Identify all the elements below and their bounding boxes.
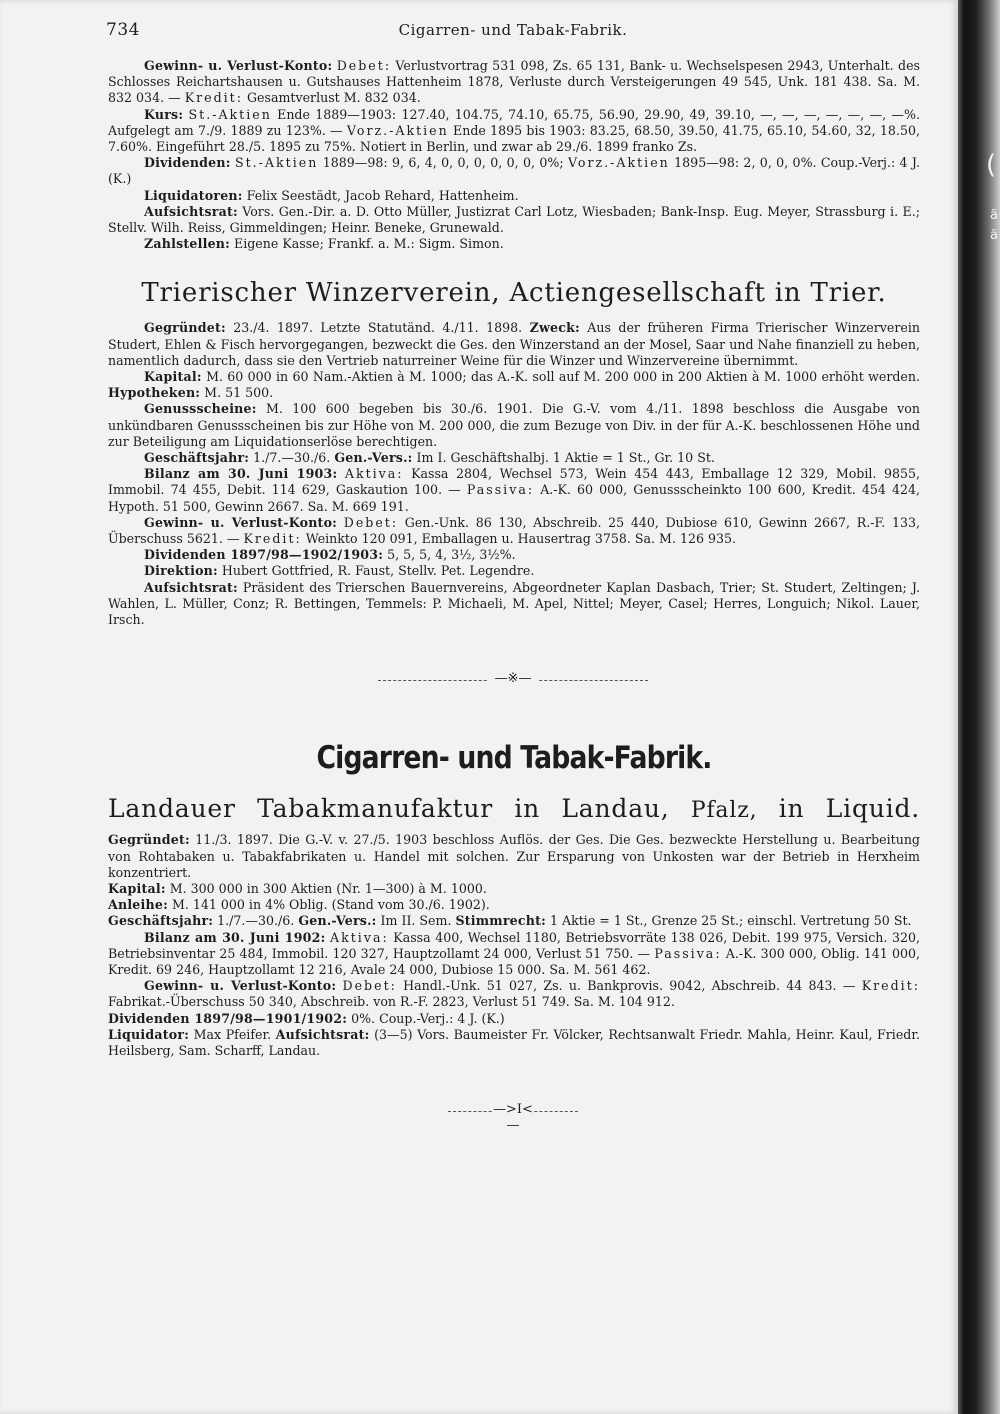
entry-landauer-tabakmanufaktur [108, 832, 920, 1059]
dividenden-paragraph: Dividenden: St.-Aktien 1889—98: 9, 6, 4, 0, 0, 0, 0, 0, 0, 0%; Vorz.-Aktien 1895—98: 2, 0, 0, 0%. Coup.-Verj.: 4 J. (K.) [108, 155, 921, 187]
edge-mark: ( [986, 150, 997, 180]
gegruendet-paragraph: Gegründet: 23./4. 1897. Letzte Statutänd. 4./11. 1898. Zweck: Aus der früheren Firma Trierischer Winzerverein Studert, Ehlen & Fisch hervorgegangen, bezweckt die Ges. den Winzerstand an der Mosel, Saar und Nahe finanziell zu heben, namentlich dadurch, dass sie den Vertrieb naturreiner Weine für die Winzer und Winzervereine übernimmt. [108, 320, 920, 368]
section-title: Cigarren- und Tabak-Fabrik. [316, 740, 712, 777]
kapital-paragraph: Kapital: M. 300 000 in 300 Aktien (Nr. 1—300) à M. 1000. [108, 880, 487, 896]
dividenden-paragraph: Dividenden 1897/98—1901/1902: 0%. Coup.-Verj.: 4 J. (K.) [108, 1010, 505, 1026]
entry-continued [108, 58, 920, 252]
ornament-divider [108, 670, 920, 690]
direktion-paragraph: Direktion: Hubert Gottfried, R. Faust, Stellv. Pet. Legendre. [144, 563, 535, 579]
anleihe-paragraph: Anleihe: M. 141 000 in 4% Oblig. (Stand vom 30./6. 1902). [108, 897, 490, 913]
bilanz-paragraph: Bilanz am 30. Juni 1903: Aktiva: Kassa 2804, Wechsel 573, Wein 454 443, Emballage 12 329, Mobil. 9855, Immobil. 74 455, Debit. 114 629, Gaskaution 100. — Passiva: A.-K. 60 000, Genussscheinkto 100 600, Kredit. 454 424, Hypoth. 51 500, Gewinn 2667. Sa. M. 669 191. [108, 466, 921, 514]
aufsichtsrat-paragraph: Aufsichtsrat: Präsident des Trierschen Bauernvereins, Abgeordneter Kaplan Dasbach, Trier; St. Studert, Zeltingen; J. Wahlen, L. Müller, Conz; R. Bettingen, Temmels: P. Michaeli, M. Apel, Nittel; Meyer, Casel; Herres, Longuich; Nikol. Lauer, Irsch. [108, 579, 920, 628]
ornament-icon: —※— [488, 671, 538, 689]
liquidator-paragraph: Liquidator: Max Pfeifer. Aufsichtsrat: (3—5) Vors. Baumeister Fr. Völcker, Rechtsanwalt Friedr. Mahla, Heinr. Kaul, Friedr. Heilsberg, Sam. Scharff, Landau. [108, 1026, 920, 1058]
edge-mark: ä [990, 228, 998, 243]
kapital-paragraph: Kapital: M. 60 000 in 60 Nam.-Aktien à M. 1000; das A.-K. soll auf M. 200 000 in 200 Aktien à M. 1000 erhöht werden. Hypotheken: M. 51 500. [108, 369, 920, 401]
gegruendet-paragraph: Gegründet: 11./3. 1897. Die G.-V. v. 27./5. 1903 beschloss Auflös. der Ges. Die Ges. bezweckte Herstellung u. Bearbeitung von Rohtabaken u. Tabakfabrikaten u. Handel mit solchen. Zur Ersparung von Unkosten war der Betrieb in Herxheim konzentriert. [108, 832, 920, 880]
company-title-landauer-tabakmanufaktur: Landauer Tabakmanufaktur in Landau, Pfalz, in Liquid. [108, 794, 920, 824]
kurs-paragraph: Kurs: St.-Aktien Ende 1889—1903: 127.40, 104.75, 74.10, 65.75, 56.90, 29.90, 49, 39.10, —, —, —, —, —, —, —%. Aufgelegt am 7./9. 1889 zu 123%. — Vorz.-Aktien Ende 1895 bis 1903: 83.25, 68.50, 39.50, 41.75, 65.10, 54.60, 32, 18.50, 7.60%. Eingeführt 28./5. 1895 zu 75%. Notiert in Berlin, und zwar ab 29./6. 1899 franko Zs. [108, 106, 920, 155]
bilanz-paragraph: Bilanz am 30. Juni 1902: Aktiva: Kassa 400, Wechsel 1180, Betriebsvorräte 138 026, Debit. 199 975, Versich. 320, Betriebsinventar 25 484, Immobil. 120 327, Hauptzollamt 24 000, Verlust 51 750. — Passiva: A.-K. 300 000, Oblig. 141 000, Kredit. 69 246, Hauptzollamt 12 216, Avale 24 000, Dubiose 15 000. Sa. M. 561 462. [108, 929, 920, 977]
gewinn-verlust-paragraph: Gewinn- u. Verlust-Konto: Debet: Verlustvortrag 531 098, Zs. 65 131, Bank- u. Wechselspesen 2943, Unterhalt. des Schlosses Reichartshausen u. Gutshauses Hattenheim 1878, Verluste durch Versteigerungen 49 545, Unk. 181 438. Sa. M. 832 034. — Kredit: Gesamtverlust M. 832 034. [108, 58, 921, 106]
running-title: Cigarren- und Tabak-Fabrik. [398, 21, 628, 39]
binding-edge [958, 0, 1000, 1414]
gewinn-verlust-paragraph: Gewinn- u. Verlust-Konto: Debet: Gen.-Unk. 86 130, Abschreib. 25 440, Dubiose 610, Gewinn 2667, R.-F. 133, Überschuss 5621. — Kredit: Weinkto 120 091, Emballagen u. Hausertrag 3758. Sa. M. 126 935. [108, 514, 920, 547]
geschaeftsjahr-paragraph: Geschäftsjahr: 1./7.—30./6. Gen.-Vers.: Im II. Sem. Stimmrecht: 1 Aktie = 1 St., Grenze 25 St.; einschl. Vertretung 50 St. [108, 913, 912, 929]
edge-mark: ä [990, 208, 998, 223]
page-header [106, 20, 920, 42]
zahlstellen-paragraph: Zahlstellen: Eigene Kasse; Frankf. a. M.: Sigm. Simon. [144, 236, 504, 252]
gewinn-verlust-paragraph: Gewinn- u. Verlust-Konto: Debet: Handl.-Unk. 51 027, Zs. u. Bankprovis. 9042, Abschreib. 44 843. — Kredit: Fabrikat.-Überschuss 50 340, Abschreib. von R.-F. 2823, Verlust 51 749. Sa. M. 104 912. [108, 978, 920, 1010]
aufsichtsrat-paragraph: Aufsichtsrat: Vors. Gen.-Dir. a. D. Otto Müller, Justizrat Carl Lotz, Wiesbaden; Bank-Insp. Eug. Meyer, Strassburg i. E.; Stellv. Wilh. Reiss, Gimmeldingen; Heinr. Beneke, Grunewald. [108, 203, 920, 236]
company-title-trierischer-winzerverein: Trierischer Winzerverein, Actiengesellschaft in Trier. [141, 278, 887, 309]
liquidatoren-paragraph: Liquidatoren: Felix Seestädt, Jacob Rehard, Hattenheim. [144, 187, 519, 203]
genussscheine-paragraph: Genussscheine: M. 100 600 begeben bis 30./6. 1901. Die G.-V. vom 4./11. 1898 beschloss die Ausgabe von unkündbaren Genussscheinen bis zur Höhe von M. 200 000, die zum Bezuge von Div. in der für A.-K. beschlossenen Höhe und zur Beteiligung am Liquidationserlöse berechtigen. [108, 401, 920, 449]
page-content [108, 58, 921, 1134]
dividenden-paragraph: Dividenden 1897/98—1902/1903: 5, 5, 5, 4, 3½, 3½%. [144, 547, 516, 563]
entry-trierischer-winzerverein [108, 320, 920, 628]
page-number: 734 [106, 20, 140, 40]
geschaeftsjahr-paragraph: Geschäftsjahr: 1./7.—30./6. Gen.-Vers.: Im I. Geschäftshalbj. 1 Aktie = 1 St., Gr. 10 St. [144, 450, 715, 466]
ornament-divider-end [108, 1101, 920, 1134]
ornament-icon: —>I<— [493, 1102, 533, 1134]
